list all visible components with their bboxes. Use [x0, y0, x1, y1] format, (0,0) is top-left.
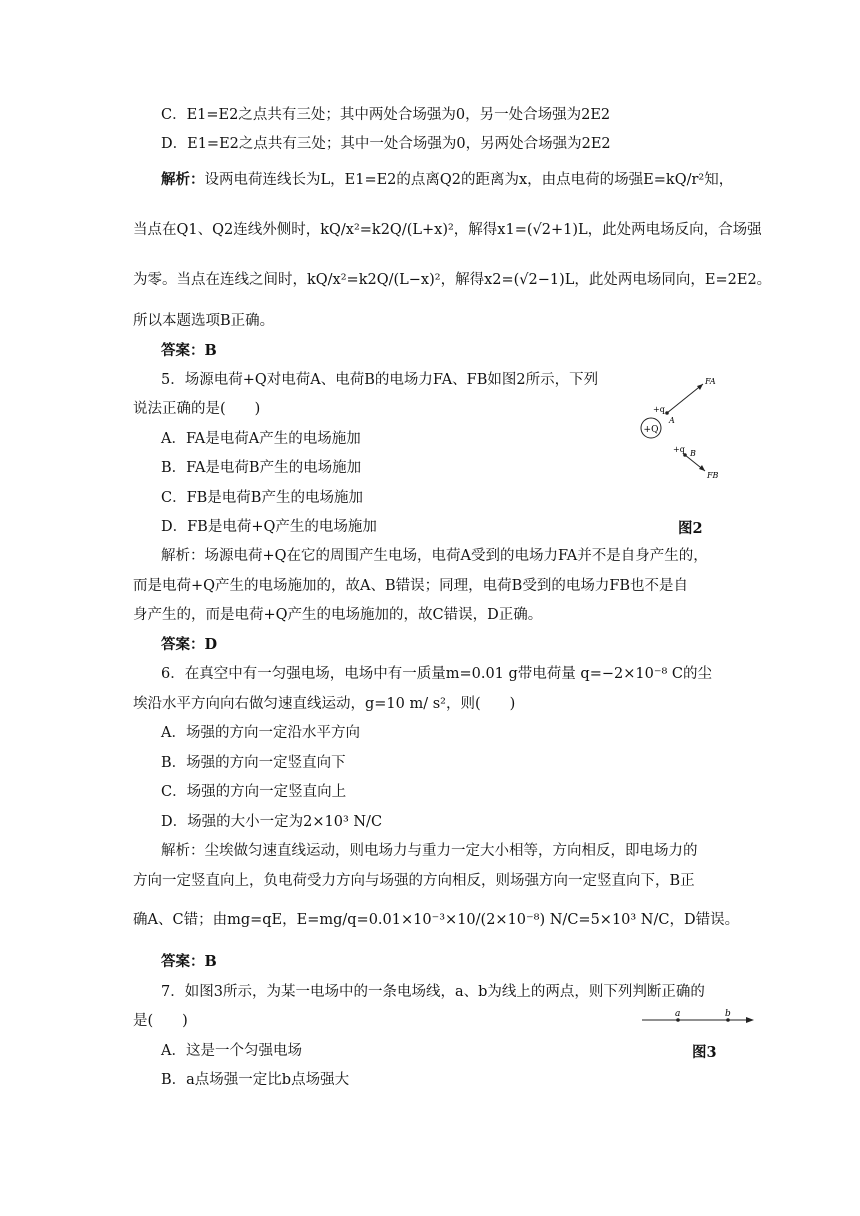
- q4-option-d: D．E1=E2之点共有三处；其中一处合场强为0，另两处合场强为2E2: [161, 136, 611, 152]
- q7-option-b: B．a点场强一定比b点场强大: [161, 1072, 350, 1088]
- label-fb: FB: [707, 471, 719, 480]
- q5-option-a: A．FA是电荷A产生的电场施加: [161, 431, 361, 447]
- q6-stem-line-1: 6．在真空中有一匀强电场，电场中有一质量m=0.01 g带电荷量 q=−2×10⁻⁸ C的尘: [161, 666, 712, 682]
- q5-answer: 答案：D: [161, 636, 218, 653]
- label-source: +Q: [643, 425, 659, 435]
- label-qa: +q: [653, 405, 665, 414]
- q7-stem-line-2: 是( ): [133, 1013, 188, 1029]
- q5-analysis-line-3: 身产生的，而是电荷+Q产生的电场施加的，故C错误，D正确。: [133, 607, 543, 623]
- q4-analysis-line-2: 当点在Q1、Q2连线外侧时，kQ/x²=k2Q/(L+x)²，解得x1=(√2+1)L，此处两电场反向，合场强: [133, 222, 762, 238]
- force-fa-arrow: [667, 384, 703, 413]
- q5-stem-line-2: 说法正确的是( ): [133, 401, 261, 417]
- label-point-a: a: [675, 1009, 681, 1019]
- q4-analysis-line-4: 所以本题选项B正确。: [133, 313, 275, 329]
- q4-analysis-line-1: 解析：设两电荷连线长为L，E1=E2的点离Q2的距离为x，由点电荷的场强E=kQ/r²知，: [161, 171, 734, 188]
- q5-analysis-line-1: 解析：场源电荷+Q在它的周围产生电场，电荷A受到的电场力FA并不是自身产生的，: [161, 548, 708, 564]
- q5-option-d: D．FB是电荷+Q产生的电场施加: [161, 519, 377, 535]
- label-b: B: [690, 449, 696, 458]
- q6-answer: 答案：B: [161, 953, 217, 970]
- figure-2-caption: 图2: [678, 520, 703, 537]
- q5-option-b: B．FA是电荷B产生的电场施加: [161, 460, 362, 476]
- q5-stem-line-1: 5．场源电荷+Q对电荷A、电荷B的电场力FA、FB如图2所示，下列: [161, 372, 599, 388]
- q7-option-a: A．这是一个匀强电场: [161, 1043, 302, 1059]
- q6-analysis-line-3: 确A、C错；由mg=qE，E=mg/q=0.01×10⁻³×10/(2×10⁻⁸) N/C=5×10³ N/C，D错误。: [133, 912, 740, 928]
- q4-analysis-line-3: 为零。当点在连线之间时，kQ/x²=k2Q/(L−x)²，解得x2=(√2−1)L，此处两电场同向，E=2E2。: [133, 272, 772, 288]
- figure-3-caption: 图3: [692, 1044, 717, 1061]
- q4-answer: 答案：B: [161, 342, 217, 359]
- q6-option-d: D．场强的大小一定为2×10³ N/C: [161, 814, 383, 830]
- q6-analysis-line-1: 解析：尘埃做匀速直线运动，则电场力与重力一定大小相等，方向相反，即电场力的: [161, 843, 698, 859]
- label-point-b: b: [725, 1009, 731, 1019]
- q6-option-a: A．场强的方向一定沿水平方向: [161, 725, 360, 741]
- q7-stem-line-1: 7．如图3所示，为某一电场中的一条电场线，a、b为线上的两点，则下列判断正确的: [161, 984, 705, 1000]
- figure-3-diagram: [640, 1008, 760, 1030]
- q6-option-c: C．场强的方向一定竖直向上: [161, 784, 347, 800]
- q5-option-c: C．FB是电荷B产生的电场施加: [161, 490, 363, 506]
- q6-option-b: B．场强的方向一定竖直向下: [161, 755, 346, 771]
- figure-2-diagram: [635, 368, 745, 488]
- label-fa: FA: [705, 377, 716, 386]
- label-qb: +q: [673, 445, 685, 454]
- label-a: A: [669, 416, 675, 425]
- field-line-arrowhead: [746, 1017, 754, 1023]
- q5-analysis-line-2: 而是电荷+Q产生的电场施加的，故A、B错误；同理，电荷B受到的电场力FB也不是自: [133, 578, 689, 594]
- q6-stem-line-2: 埃沿水平方向向右做匀速直线运动，g=10 m/ s²，则( ): [133, 696, 516, 712]
- q6-analysis-line-2: 方向一定竖直向上，负电荷受力方向与场强的方向相反，则场强方向一定竖直向下，B正: [133, 873, 695, 889]
- q4-option-c: C．E1=E2之点共有三处；其中两处合场强为0，另一处合场强为2E2: [161, 107, 611, 123]
